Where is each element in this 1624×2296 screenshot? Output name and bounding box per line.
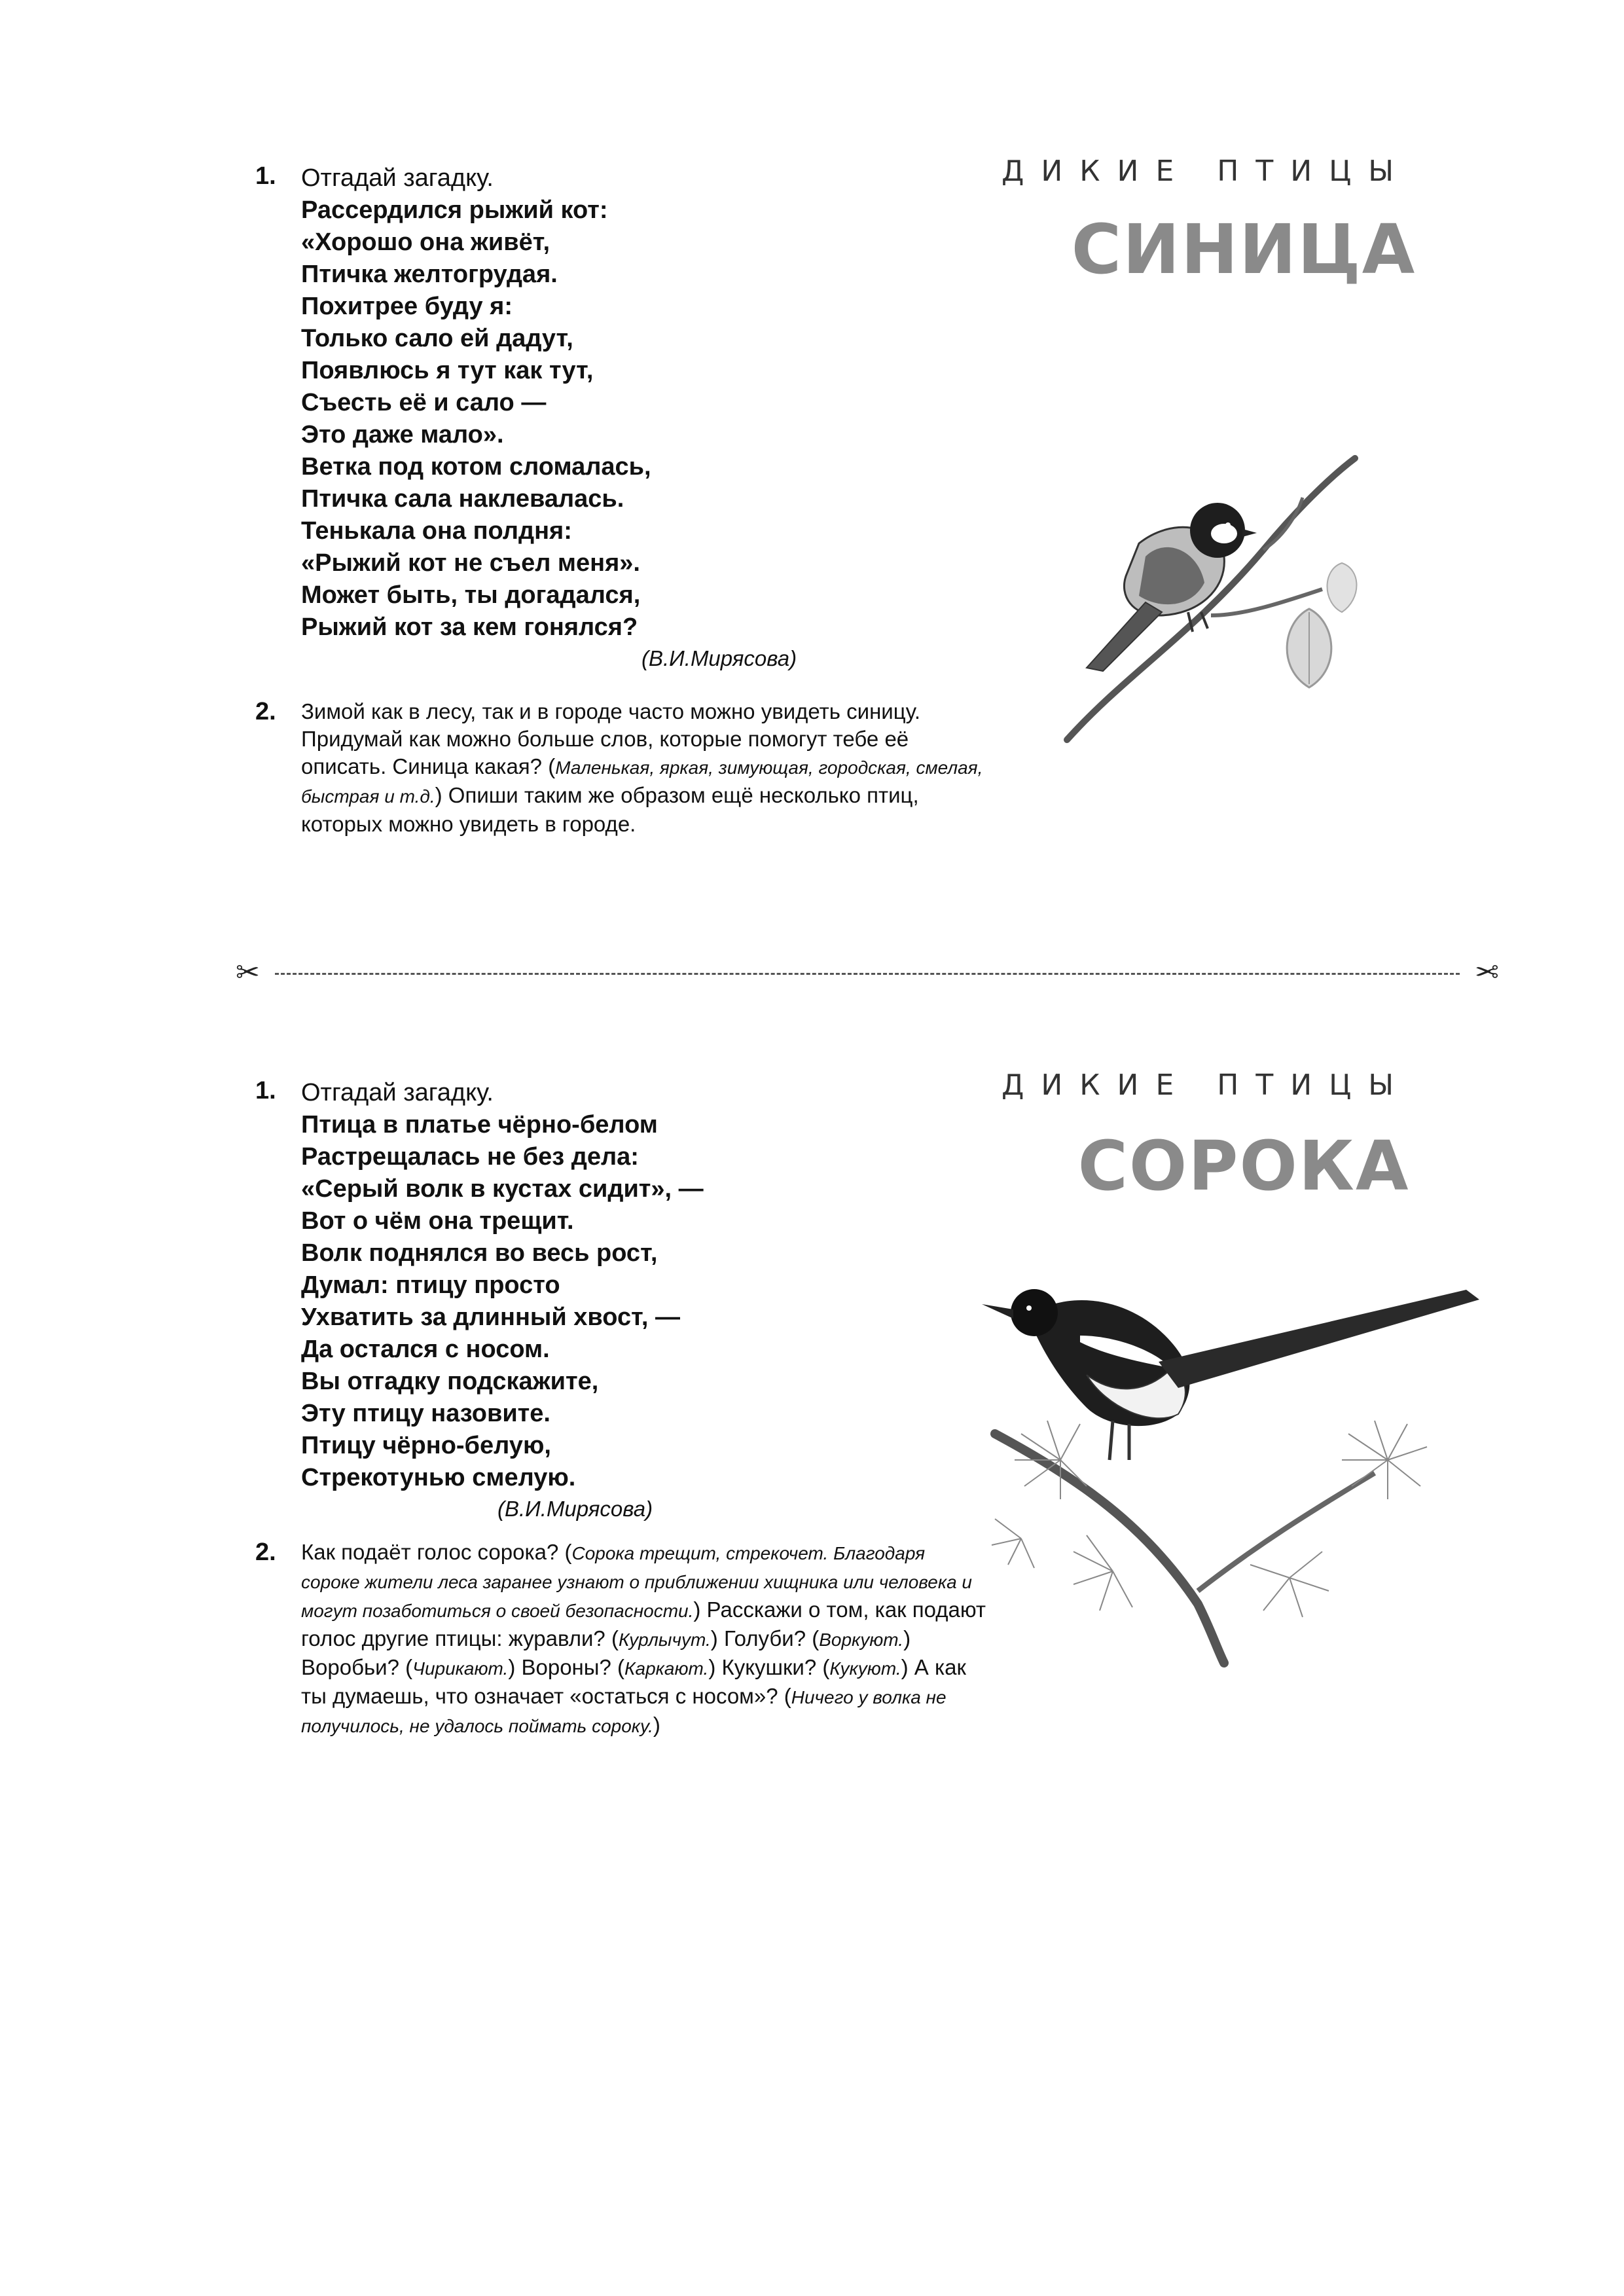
text-run: ) Воробьи? ( <box>301 1626 911 1679</box>
magpie-illustration <box>982 1264 1492 1669</box>
poem-line: Рассердился рыжий кот: <box>301 196 608 224</box>
scissors-icon: ✂ <box>1475 957 1499 989</box>
task-prompt: Отгадай загадку. <box>301 164 494 192</box>
poem-line: Птичка желтогрудая. <box>301 261 558 288</box>
category-label: ДИКИЕ ПТИЦЫ <box>1001 1068 1411 1102</box>
task-number: 1. <box>255 162 276 190</box>
poem-line: Эту птицу назовите. <box>301 1400 550 1427</box>
poem-line: Стрекотунью смелую. <box>301 1464 576 1491</box>
answer-hint: Каркают. <box>624 1658 709 1679</box>
answer-hint: Кукуют. <box>829 1658 901 1679</box>
poem-line: Растрещалась не без дела: <box>301 1143 639 1171</box>
poem-line: Птица в платье чёрно-белом <box>301 1111 658 1139</box>
poem-line: Ухватить за длинный хвост, — <box>301 1303 680 1331</box>
answer-hint: Воркуют. <box>819 1630 904 1650</box>
poem-line: Волк поднялся во весь рост, <box>301 1239 658 1267</box>
text-run: ) А как ты думаешь, что означает «остаться с носом»? ( <box>301 1655 966 1708</box>
poem-line: Птицу чёрно-белую, <box>301 1432 551 1459</box>
answer-hint: Сорока трещит, стрекочет. Благодаря сороке жители леса заранее узнают о приближении хищника или человека и могут позаботиться о своей безопасности. <box>301 1543 972 1621</box>
riddle-poem <box>301 194 988 644</box>
card-titmouse <box>0 0 1624 917</box>
poem-line: Да остался с носом. <box>301 1336 550 1363</box>
poem-author: (В.И.Мирясова) <box>641 646 797 670</box>
text-run: ) Опиши таким же образом ещё несколько птиц, которых можно увидеть в городе. <box>301 783 919 836</box>
poem-line: «Рыжий кот не съел меня». <box>301 549 640 577</box>
poem-line: Похитрее буду я: <box>301 293 513 320</box>
text-run: ) <box>653 1713 660 1737</box>
poem-line: Вот о чём она трещит. <box>301 1207 574 1235</box>
poem-line: Ветка под котом сломалась, <box>301 453 651 481</box>
task-text <box>301 1539 988 1740</box>
poem-line: Тенькала она полдня: <box>301 517 572 545</box>
task1-riddle <box>255 162 988 671</box>
text-run: ) Вороны? ( <box>508 1655 625 1679</box>
poem-line: Это даже мало». <box>301 421 504 448</box>
poem-line: Рыжий кот за кем гонялся? <box>301 613 638 641</box>
task-number: 2. <box>255 698 276 725</box>
text-run: ) Кукушки? ( <box>708 1655 830 1679</box>
task-number: 1. <box>255 1077 276 1104</box>
text-run: ) Голуби? ( <box>710 1626 820 1650</box>
card-magpie <box>0 923 1624 1840</box>
task2-describe <box>255 698 988 838</box>
poem-line: Птичка сала наклевалась. <box>301 485 624 513</box>
poem-line: «Серый волк в кустах сидит», — <box>301 1175 704 1203</box>
poem-line: Вы отгадку подскажите, <box>301 1368 599 1395</box>
titmouse-illustration <box>1047 452 1375 746</box>
task-text <box>301 698 988 838</box>
answer-hint: Ничего у волка не получилось, не удалось поймать сороку. <box>301 1687 947 1736</box>
text-run: Как подаёт голос сорока? ( <box>301 1540 572 1564</box>
text-run: ) Расскажи о том, как подают голос другие птицы: журавли? ( <box>301 1597 986 1650</box>
poem-line: Съесть её и сало — <box>301 389 547 416</box>
task-prompt: Отгадай загадку. <box>301 1079 494 1106</box>
scissors-icon: ✂ <box>236 957 260 989</box>
poem-line: «Хорошо она живёт, <box>301 228 550 256</box>
answer-hint: Курлычут. <box>618 1630 711 1650</box>
task2-voices <box>255 1539 988 1740</box>
bird-title: СОРОКА <box>1077 1126 1410 1206</box>
poem-line: Только сало ей дадут, <box>301 325 573 352</box>
task-number: 2. <box>255 1539 276 1566</box>
poem-author: (В.И.Мирясова) <box>497 1497 653 1521</box>
riddle-poem <box>301 1109 988 1494</box>
category-label: ДИКИЕ ПТИЦЫ <box>1001 155 1411 188</box>
poem-line: Думал: птицу просто <box>301 1271 560 1299</box>
poem-line: Может быть, ты догадался, <box>301 581 641 609</box>
task1-riddle <box>255 1077 988 1522</box>
answer-hint: Маленькая, яркая, зимующая, городская, смелая, быстрая и т.д. <box>301 757 983 807</box>
poem-line: Появлюсь я тут как тут, <box>301 357 594 384</box>
answer-hint: Чирикают. <box>412 1658 509 1679</box>
text-run: Зимой как в лесу, так и в городе часто можно увидеть синицу. Придумай как можно больше слов, которые помогут тебе её описать. Синица какая? ( <box>301 699 921 778</box>
bird-title: СИНИЦА <box>1071 210 1416 289</box>
